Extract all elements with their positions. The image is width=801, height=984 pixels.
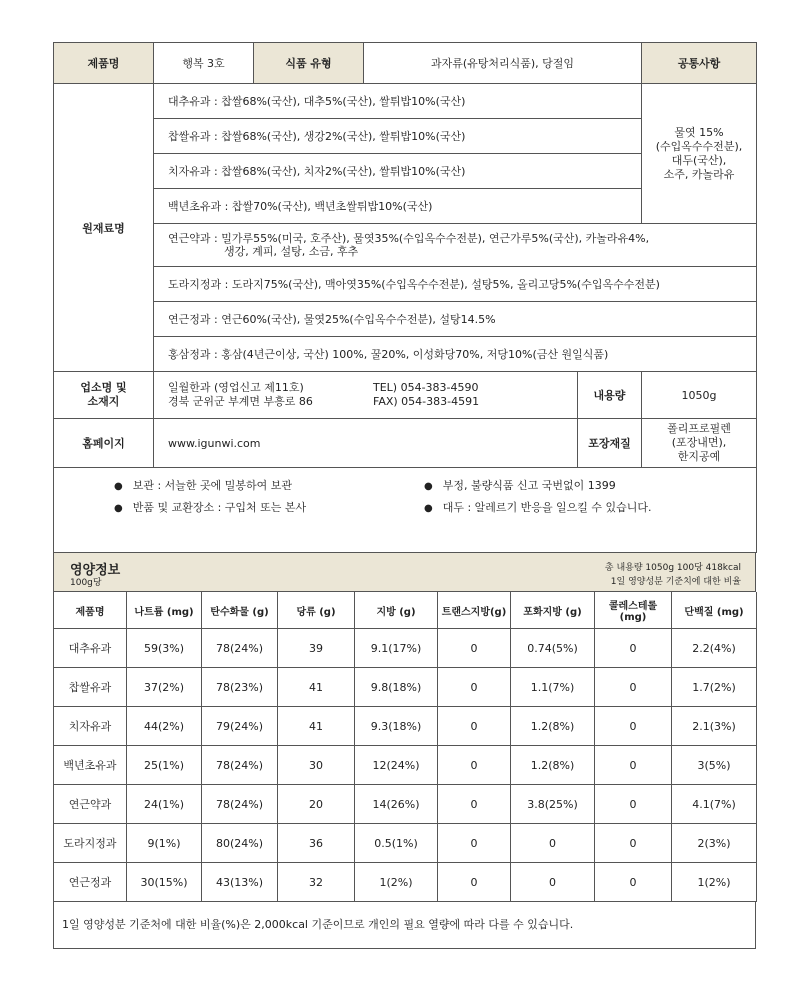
nutrition-value: 78(23%) bbox=[202, 668, 278, 707]
nutrition-value: 2.1(3%) bbox=[672, 707, 757, 746]
content-value: 1050g bbox=[642, 372, 757, 419]
nutrition-value: 1(2%) bbox=[672, 863, 757, 902]
nutrition-value: 1.1(7%) bbox=[511, 668, 595, 707]
nutrition-value: 0 bbox=[595, 824, 672, 863]
nutrition-row bbox=[54, 707, 757, 746]
nutrition-value: 24(1%) bbox=[127, 785, 202, 824]
business-info bbox=[154, 372, 578, 419]
common-line: 물엿 15% bbox=[674, 125, 724, 139]
nutrition-value: 39 bbox=[278, 629, 355, 668]
common-line: 대두(국산), bbox=[671, 153, 727, 167]
ingredient-row: 백년초유과 : 찹쌀70%(국산), 백년초쌀튀밥10%(국산) bbox=[154, 189, 642, 224]
nutrition-value: 78(24%) bbox=[202, 629, 278, 668]
nutrition-value: 0 bbox=[595, 707, 672, 746]
business-name: 일월한과 (영업신고 제11호) bbox=[168, 381, 304, 394]
packaging-line: 한지공예 bbox=[677, 450, 721, 463]
nutrition-product-name: 백년초유과 bbox=[54, 746, 127, 785]
nutrition-header-row bbox=[54, 592, 757, 629]
nutrition-value: 0 bbox=[595, 629, 672, 668]
nutrition-value: 43(13%) bbox=[202, 863, 278, 902]
packaging-line: 폴리프로필렌 bbox=[667, 422, 731, 435]
note-allergy: ● 대두 : 알레르기 반응을 일으킬 수 있습니다. bbox=[424, 499, 734, 515]
common-line: 소주, 카놀라유 bbox=[663, 167, 735, 181]
homepage-label: 홈페이지 bbox=[54, 419, 154, 468]
business-label-line: 소재지 bbox=[87, 395, 120, 408]
nutrition-value: 3.8(25%) bbox=[511, 785, 595, 824]
note-storage: ● 보관 : 서늘한 곳에 밀봉하여 보관 bbox=[114, 477, 424, 493]
nutrition-value: 0 bbox=[595, 785, 672, 824]
nutrition-total: 총 내용량 1050g 100당 418kcal bbox=[604, 563, 741, 573]
nutrition-header-cell: 콜레스테롤 (mg) bbox=[595, 592, 672, 629]
nutrition-value: 37(2%) bbox=[127, 668, 202, 707]
ingredient-line: 연근약과 : 밀가루55%(미국, 호주산), 물엿35%(수입옥수수전분), 연근가루5%(국산), 카놀라유4%, bbox=[168, 232, 650, 245]
nutrition-value: 9.3(18%) bbox=[355, 707, 438, 746]
nutrition-value: 41 bbox=[278, 707, 355, 746]
ingredients-label: 원재료명 bbox=[54, 84, 154, 372]
ingredient-row: 치자유과 : 찹쌀68%(국산), 치자2%(국산), 쌀튀밥10%(국산) bbox=[154, 154, 642, 189]
nutrition-value: 0 bbox=[511, 863, 595, 902]
nutrition-header-cell: 트랜스지방(g) bbox=[438, 592, 511, 629]
note-report: ● 부정, 불량식품 신고 국번없이 1399 bbox=[424, 477, 734, 493]
business-fax: FAX) 054-383-4591 bbox=[373, 395, 480, 408]
nutrition-value: 0 bbox=[438, 785, 511, 824]
nutrition-product-name: 연근정과 bbox=[54, 863, 127, 902]
product-name-label: 제품명 bbox=[54, 43, 154, 84]
nutrition-value: 0 bbox=[595, 863, 672, 902]
ingredient-row bbox=[154, 224, 757, 267]
common-ingredients bbox=[642, 84, 757, 224]
packaging-line: (포장내면), bbox=[671, 436, 727, 449]
nutrition-footnote: 1일 영양성분 기준처에 대한 비율(%)은 2,000kcal 기준이므로 개인의 필요 열량에 따라 다를 수 있습니다. bbox=[53, 902, 756, 949]
ingredient-row: 대추유과 : 찹쌀68%(국산), 대추5%(국산), 쌀튀밥10%(국산) bbox=[154, 84, 642, 119]
nutrition-basis: 100g당 bbox=[70, 578, 102, 588]
nutrition-header-cell: 단백질 (mg) bbox=[672, 592, 757, 629]
homepage-link[interactable]: www.igunwi.com bbox=[154, 419, 578, 468]
nutrition-value: 1.2(8%) bbox=[511, 746, 595, 785]
nutrition-title: 영양정보 bbox=[70, 563, 121, 578]
ingredient-line: 생강, 계피, 설탕, 소금, 후추 bbox=[224, 245, 359, 258]
nutrition-row bbox=[54, 824, 757, 863]
nutrition-value: 41 bbox=[278, 668, 355, 707]
nutrition-value: 3(5%) bbox=[672, 746, 757, 785]
nutrition-value: 30 bbox=[278, 746, 355, 785]
nutrition-body bbox=[54, 629, 757, 902]
business-label-line: 업소명 및 bbox=[80, 381, 127, 394]
ingredient-row: 찹쌀유과 : 찹쌀68%(국산), 생강2%(국산), 쌀튀밥10%(국산) bbox=[154, 119, 642, 154]
nutrition-value: 78(24%) bbox=[202, 746, 278, 785]
nutrition-value: 30(15%) bbox=[127, 863, 202, 902]
nutrition-product-name: 치자유과 bbox=[54, 707, 127, 746]
common-label: 공통사항 bbox=[642, 43, 757, 84]
ingredient-row: 홍삼정과 : 홍삼(4년근이상, 국산) 100%, 꿀20%, 이성화당70%, 저당10%(금산 원일식품) bbox=[154, 337, 757, 372]
nutrition-value: 0 bbox=[438, 707, 511, 746]
nutrition-value: 0 bbox=[438, 746, 511, 785]
nutrition-header bbox=[53, 552, 756, 592]
nutrition-header-cell: 포화지방 (g) bbox=[511, 592, 595, 629]
nutrition-value: 36 bbox=[278, 824, 355, 863]
nutrition-header-cell: 제품명 bbox=[54, 592, 127, 629]
nutrition-row bbox=[54, 746, 757, 785]
food-type-label: 식품 유형 bbox=[254, 43, 364, 84]
nutrition-value: 14(26%) bbox=[355, 785, 438, 824]
nutrition-value: 20 bbox=[278, 785, 355, 824]
nutrition-value: 0 bbox=[595, 746, 672, 785]
nutrition-panel bbox=[53, 552, 756, 949]
product-name-value: 행복 3호 bbox=[154, 43, 254, 84]
packaging-label: 포장재질 bbox=[578, 419, 642, 468]
common-line: (수입옥수수전분), bbox=[655, 139, 743, 153]
nutrition-value: 0 bbox=[595, 668, 672, 707]
nutrition-product-name: 연근약과 bbox=[54, 785, 127, 824]
nutrition-value: 0 bbox=[438, 629, 511, 668]
nutrition-value: 2.2(4%) bbox=[672, 629, 757, 668]
ingredient-row: 도라지정과 : 도라지75%(국산), 맥아엿35%(수입옥수수전분), 설탕5%, 올리고당5%(수입옥수수전분) bbox=[154, 267, 757, 302]
nutrition-value: 0 bbox=[438, 824, 511, 863]
nutrition-value: 4.1(7%) bbox=[672, 785, 757, 824]
nutrition-value: 0.74(5%) bbox=[511, 629, 595, 668]
nutrition-product-name: 도라지정과 bbox=[54, 824, 127, 863]
nutrition-value: 9.8(18%) bbox=[355, 668, 438, 707]
content-label: 내용량 bbox=[578, 372, 642, 419]
nutrition-row bbox=[54, 863, 757, 902]
note-return: ● 반품 및 교환장소 : 구입처 또는 본사 bbox=[114, 499, 424, 515]
nutrition-header-cell: 나트륨 (mg) bbox=[127, 592, 202, 629]
nutrition-value: 0 bbox=[438, 863, 511, 902]
nutrition-row bbox=[54, 785, 757, 824]
nutrition-header-cell: 당류 (g) bbox=[278, 592, 355, 629]
nutrition-value: 79(24%) bbox=[202, 707, 278, 746]
nutrition-product-name: 대추유과 bbox=[54, 629, 127, 668]
nutrition-value: 2(3%) bbox=[672, 824, 757, 863]
nutrition-row bbox=[54, 629, 757, 668]
business-tel: TEL) 054-383-4590 bbox=[373, 381, 479, 394]
nutrition-value: 1.7(2%) bbox=[672, 668, 757, 707]
packaging-value bbox=[642, 419, 757, 468]
business-address: 경북 군위군 부계면 부흥로 86 bbox=[168, 395, 313, 408]
nutrition-value: 59(3%) bbox=[127, 629, 202, 668]
nutrition-value: 12(24%) bbox=[355, 746, 438, 785]
nutrition-product-name: 찹쌀유과 bbox=[54, 668, 127, 707]
nutrition-header-cell: 지방 (g) bbox=[355, 592, 438, 629]
nutrition-rdi-note: 1일 영양성분 기준치에 대한 비율 bbox=[610, 577, 741, 587]
nutrition-value: 1.2(8%) bbox=[511, 707, 595, 746]
notes-section bbox=[54, 468, 757, 553]
product-info-table bbox=[53, 42, 757, 553]
nutrition-value: 0.5(1%) bbox=[355, 824, 438, 863]
nutrition-value: 25(1%) bbox=[127, 746, 202, 785]
nutrition-value: 44(2%) bbox=[127, 707, 202, 746]
nutrition-value: 9.1(17%) bbox=[355, 629, 438, 668]
nutrition-value: 0 bbox=[438, 668, 511, 707]
ingredient-row: 연근정과 : 연근60%(국산), 물엿25%(수입옥수수전분), 설탕14.5% bbox=[154, 302, 757, 337]
nutrition-value: 1(2%) bbox=[355, 863, 438, 902]
food-type-value: 과자류(유탕처리식품), 당절임 bbox=[364, 43, 642, 84]
nutrition-value: 80(24%) bbox=[202, 824, 278, 863]
nutrition-value: 32 bbox=[278, 863, 355, 902]
business-label bbox=[54, 372, 154, 419]
nutrition-value: 0 bbox=[511, 824, 595, 863]
nutrition-header-cell: 탄수화물 (g) bbox=[202, 592, 278, 629]
nutrition-value: 78(24%) bbox=[202, 785, 278, 824]
nutrition-row bbox=[54, 668, 757, 707]
nutrition-value: 9(1%) bbox=[127, 824, 202, 863]
nutrition-table bbox=[53, 592, 757, 902]
